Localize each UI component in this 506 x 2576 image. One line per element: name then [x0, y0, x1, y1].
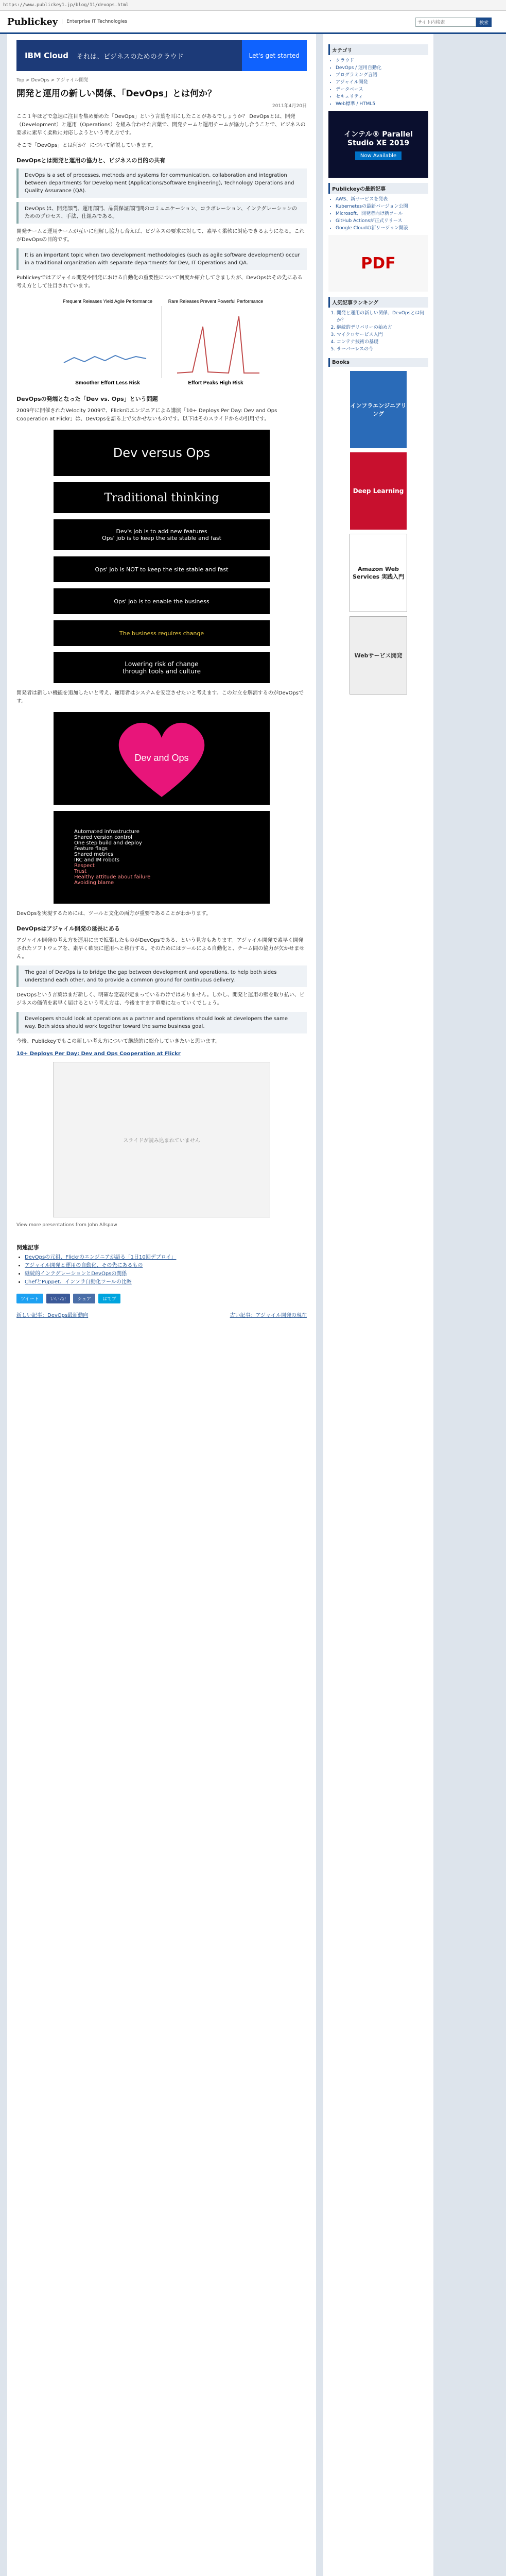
popular-item[interactable]: 2. 継続的デリバリーの始め方 [337, 324, 428, 331]
blockquote: DevOps は、開発部門、運用部門、品質保証部門間のコミュニケーション、コラボレーション、インテグレーションのためのプロセス、手法、仕組みである。 [16, 202, 307, 224]
breadcrumb[interactable]: Top > DevOps > アジャイル開発 [16, 78, 89, 83]
slide-text: Traditional thinking [104, 491, 219, 504]
like-button[interactable]: いいね! [46, 1294, 71, 1303]
blockquote: The goal of DevOps is to bridge the gap between development and operations, to help both sides understand each other, and to provide a common ground for continuous delivery. [16, 965, 307, 987]
heart-label: Dev and Ops [134, 753, 189, 763]
article-paragraph: 2009年に開催されたVelocity 2009で、Flickrのエンジニアによる講演「10+ Deploys Per Day: Dev and Ops Cooperation at Flickr」は、DevOpsを語る上で欠かせないものです。以下はそのスライドからの引用です。 [16, 408, 277, 422]
category-item[interactable]: • プログラミング言語 [336, 72, 428, 79]
book-cover[interactable]: インフラエンジニアリング [350, 371, 407, 448]
sidebar-heading: カテゴリ [328, 44, 428, 55]
checklist-item: Shared metrics [74, 852, 113, 857]
slide-ops-not [54, 556, 270, 582]
pdf-ad[interactable] [328, 235, 428, 292]
latest-item[interactable]: • Microsoft、開発者向け新ツール [336, 210, 428, 217]
category-item[interactable]: • Web標準 / HTML5 [336, 100, 428, 108]
browser-bar [0, 0, 506, 11]
slide-dev-ops-jobs [54, 519, 270, 550]
slide-dev-versus-ops [54, 430, 270, 476]
article-paragraph: ここ１年ほどで急速に注目を集め始めた「DevOps」という言葉を耳にしたことがあるでしょうか？ DevOpsとは、開発（Development）と運用（Operations）を組み合わせた言葉で、開発チームと運用チームが協力し合うことで、ビジネスの要求に素早く柔軟に対応しようという考え方です。 [16, 114, 306, 136]
ad-text: それは、ビジネスのためのクラウド [77, 53, 184, 61]
category-item[interactable]: • クラウド [336, 57, 428, 64]
ad-cta-button[interactable]: Now Available [355, 151, 402, 160]
slide-text: Ops' job is NOT to keep the site stable and fast [95, 566, 229, 573]
figure-right-caption: Effort Peaks High Risk [188, 380, 243, 386]
article-paragraph: 開発者は新しい機能を追加したいと考え、運用者はシステムを安定させたいと考えます。この対立を解消するのがDevOpsです。 [16, 690, 304, 704]
latest-item[interactable]: • Google Cloudの新リージョン開設 [336, 225, 428, 232]
checklist-item: Automated infrastructure [74, 829, 139, 835]
hatebu-button[interactable]: はてブ [98, 1294, 120, 1303]
latest-item[interactable]: • AWS、新サービスを発表 [336, 196, 428, 203]
slide-text: Lowering risk of change [125, 660, 199, 668]
article-paragraph: そこで「DevOps」とは何か？ について解説していきます。 [16, 143, 156, 148]
slide-text: Ops' job is to enable the business [114, 598, 210, 605]
figure-left-title: Frequent Releases Yield Agile Performance [62, 299, 153, 304]
category-item[interactable]: • データベース [336, 86, 428, 93]
popular-item[interactable]: 1. 開発と運用の新しい関係、DevOpsとは何か？ [337, 310, 428, 324]
social-buttons [16, 1294, 307, 1303]
blockquote: It is an important topic when two development methodologies (such as agile software development) occur in a traditional organization with separate departments for Dev, IT Operations and QA. [16, 248, 307, 270]
sidebar-heading: 人気記事ランキング [328, 297, 428, 308]
checklist-item: Avoiding blame [74, 880, 114, 886]
ad-brand: IBM Cloud [25, 51, 69, 60]
embed-placeholder: スライドが読み込まれていません [123, 1138, 200, 1144]
article-pager [16, 1311, 307, 1318]
site-header [0, 11, 506, 34]
popular-item[interactable]: 3. マイクロサービス入門 [337, 331, 428, 338]
slide-text: through tools and culture [122, 668, 201, 675]
article-paragraph: アジャイル開発の考え方を運用にまで拡張したものがDevOpsである、という見方もあります。アジャイル開発で素早く開発されたソフトウェアを、素早く確実に運用へと移行する。そのためにはツールによる自動化と、チーム間の協力が欠かせません。 [16, 938, 305, 960]
checklist-item: Healthy attitude about failure [74, 874, 151, 880]
popular-item[interactable]: 4. コンテナ技術の基礎 [337, 338, 428, 346]
older-article-link[interactable]: 古い記事：アジャイル開発の現在 [230, 1313, 307, 1318]
slideshare-link[interactable]: 10+ Deploys Per Day: Dev and Ops Cooperation at Flickr [16, 1051, 181, 1057]
sidebar [323, 34, 433, 2576]
slide-dev-and-ops-heart [54, 712, 270, 805]
category-list [328, 57, 428, 108]
article-date: 2011年4月20日 [272, 104, 307, 109]
ibm-ad-banner[interactable] [16, 40, 307, 71]
section-heading: DevOpsの発端となった「Dev vs. Ops」という問題 [16, 396, 158, 402]
article-paragraph: Publickeyではアジャイル開発や開発における自動化の重要性について何度か紹介してきましたが、DevOpsはその先にある考え方として注目されています。 [16, 275, 303, 289]
article-title: 開発と運用の新しい関係、「DevOps」とは何か？ [16, 89, 216, 99]
related-item[interactable]: • DevOpsの元祖、Flickrのエンジニアが語る「1日10回デプロイ」 [25, 1253, 307, 1262]
related-item[interactable]: • 継続的インテグレーションとDevOpsの関係 [25, 1270, 307, 1278]
share-button[interactable]: シェア [73, 1294, 95, 1303]
search-button[interactable]: 検索 [476, 18, 492, 27]
slideshare-embed[interactable] [53, 1062, 270, 1217]
ad-title: インテル® Parallel Studio XE 2019 [344, 130, 413, 147]
more-presentations[interactable]: View more presentations from John Allspaw [16, 1223, 117, 1228]
slide-checklist [54, 811, 270, 904]
sidebar-heading: Publickeyの最新記事 [328, 183, 428, 194]
checklist-item: Feature flags [74, 846, 108, 852]
pdf-ad-title: PDF [361, 254, 396, 273]
article-paragraph: DevOpsを実現するためには、ツールと文化の両方が重要であることがわかります。 [16, 911, 212, 917]
category-item[interactable]: • セキュリティ [336, 93, 428, 100]
checklist-item: IRC and IM robots [74, 857, 119, 863]
article-paragraph: DevOpsという言葉はまだ新しく、明確な定義が定まっているわけではありません。しかし、開発と運用の壁を取り払い、ビジネスの価値を素早く届けるという考え方は、今後ますます重要になっていくでしょう。 [16, 992, 305, 1006]
slide-text: Dev versus Ops [113, 446, 211, 460]
related-list [16, 1253, 307, 1286]
section-heading: DevOpsはアジャイル開発の延長にある [16, 925, 120, 932]
slide-text: Dev's job is to add new features [116, 528, 207, 535]
main-content [7, 34, 316, 2576]
heart-icon [110, 715, 213, 802]
checklist-item: Trust [74, 869, 87, 874]
popular-item[interactable]: 5. サーバーレスの今 [337, 346, 428, 353]
figure-left-caption: Smoother Effort Less Risk [75, 380, 140, 386]
slide-text: Ops' job is to keep the site stable and fast [102, 535, 221, 541]
book-cover[interactable]: Webサービス開発 [350, 616, 407, 694]
search-input[interactable] [415, 18, 476, 27]
address-bar[interactable]: https://www.publickey1.jp/blog/11/devops.html [3, 3, 129, 8]
latest-item[interactable]: • GitHub Actionsが正式リリース [336, 217, 428, 225]
book-cover[interactable]: Amazon Web Services 実践入門 [350, 534, 407, 612]
blockquote: Developers should look at operations as a partner and operations should look at developers the same way. Both sides should work together toward the same business goal. [16, 1012, 307, 1033]
latest-item[interactable]: • Kubernetesの最新バージョン公開 [336, 203, 428, 210]
ad-cta-button[interactable]: Let's get started [242, 40, 307, 71]
book-cover[interactable]: Deep Learning [350, 452, 407, 530]
checklist-item: One step build and deploy [74, 840, 142, 846]
article-paragraph: 今後、Publickeyでもこの新しい考え方について継続的に紹介していきたいと思います。 [16, 1039, 221, 1044]
related-heading: 関連記事 [16, 1244, 39, 1251]
slide-ops-enable [54, 588, 270, 614]
article-paragraph: 開発チームと運用チームが互いに理解し協力し合えば、ビジネスの要求に対して、素早く柔軟に対応できるようになる。これがDevOpsの目的です。 [16, 229, 305, 243]
checklist-item: Shared version control [74, 835, 132, 840]
related-item[interactable]: • ChefとPuppet、インフラ自動化ツールの比較 [25, 1278, 307, 1286]
release-effort-figure [54, 296, 270, 388]
related-item[interactable]: • アジャイル開発と運用の自動化、その先にあるもの [25, 1262, 307, 1270]
slide-lowering-risk [54, 652, 270, 683]
search-box [415, 18, 492, 27]
slide-business-change [54, 620, 270, 646]
site-logo[interactable]: Publickey [7, 16, 58, 27]
slide-text: The business requires change [119, 630, 204, 637]
blockquote: DevOps is a set of processes, methods and systems for communication, collaboration and integration between departments for Development (Applications/Software Engineering), Technology Operations and Quality Assurance (QA). [16, 168, 307, 198]
intel-ad[interactable] [328, 111, 428, 178]
category-item[interactable]: • アジャイル開発 [336, 79, 428, 86]
slide-traditional-thinking [54, 482, 270, 513]
newer-article-link[interactable]: 新しい記事：DevOps最新動向 [16, 1313, 89, 1318]
latest-list [328, 196, 428, 232]
tweet-button[interactable]: ツイート [16, 1294, 43, 1303]
site-tagline: Enterprise IT Technologies [62, 19, 127, 24]
checklist-item: Respect [74, 863, 95, 869]
figure-right-title: Rare Releases Prevent Powerful Performance [168, 299, 264, 304]
sidebar-heading: Books [328, 358, 428, 367]
category-item[interactable]: • DevOps / 運用自動化 [336, 64, 428, 72]
section-heading: DevOpsとは開発と運用の協力と、ビジネスの目的の共有 [16, 157, 166, 164]
popular-list [328, 310, 428, 353]
